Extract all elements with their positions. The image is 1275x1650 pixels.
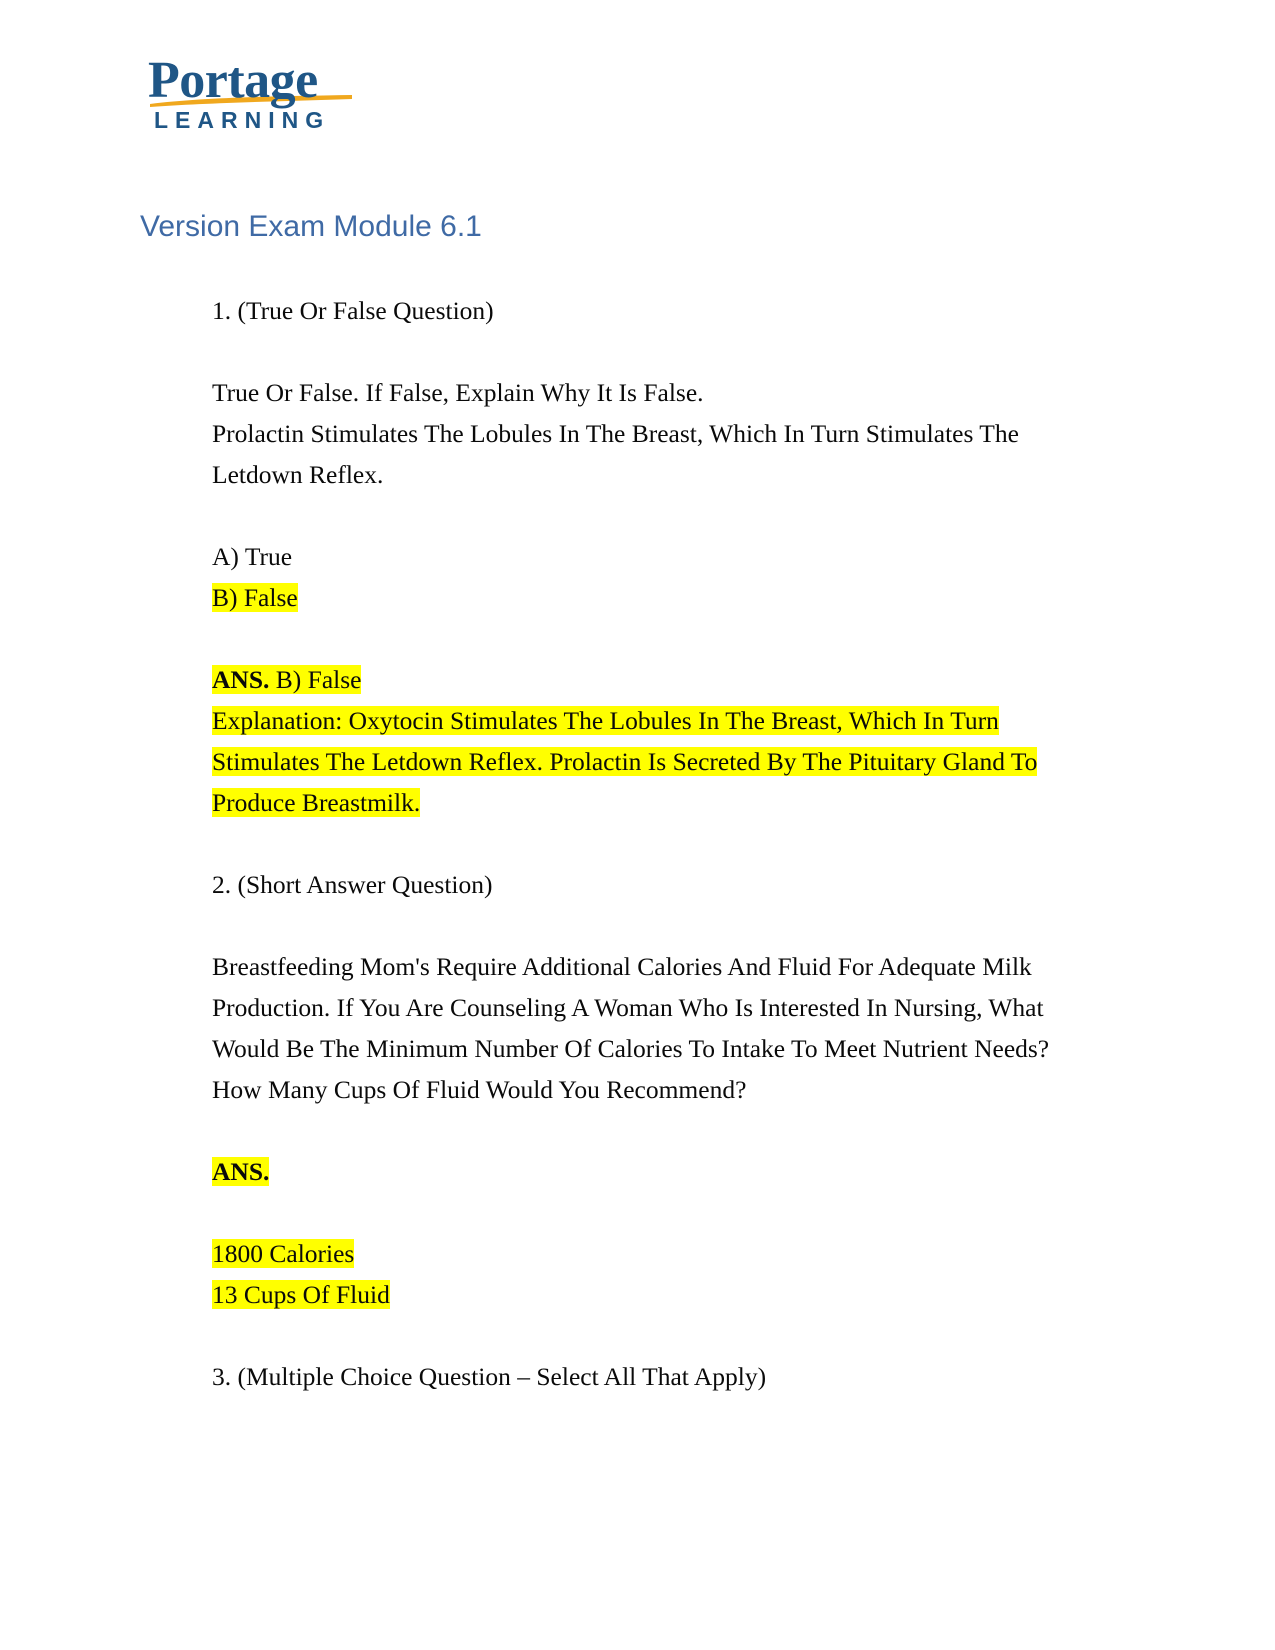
question-2-answer-prefix: [212, 1151, 1072, 1192]
option-a-label: A) True: [212, 542, 293, 571]
spacer: [212, 1192, 1072, 1233]
answer-prefix: ANS.: [212, 665, 270, 694]
spacer: [212, 1315, 1072, 1356]
question-2-stem: Breastfeeding Mom's Require Additional Calories And Fluid For Adequate Milk Production. If You Are Counseling A Woman Who Is Interested In Nursing, What Would Be The Minimum Number Of Calories To Intake To Meet Nutrient Needs? How Many Cups Of Fluid Would You Recommend?: [212, 952, 1050, 1104]
spacer: [212, 905, 1072, 946]
question-1-explanation: [212, 700, 1072, 823]
question-1-stem: Prolactin Stimulates The Lobules In The Breast, Which In Turn Stimulates The Letdown Reflex.: [212, 419, 1019, 489]
logo-wordmark: Portage: [148, 52, 318, 109]
explanation-text: Explanation: Oxytocin Stimulates The Lobules In The Breast, Which In Turn Stimulates The Letdown Reflex. Prolactin Is Secreted By The Pituitary Gland To Produce Breastmilk.: [212, 706, 1038, 817]
logo-subtitle: LEARNING: [154, 107, 331, 133]
question-2-number: 2. (Short Answer Question): [212, 870, 493, 899]
question-1-answer: [212, 659, 1072, 700]
answer-value: 1800 Calories: [212, 1239, 355, 1268]
spacer: [212, 618, 1072, 659]
question-2-answer-line-1: [212, 1233, 1072, 1274]
answer-value: B) False: [275, 665, 362, 694]
answer-prefix: ANS.: [212, 1157, 270, 1186]
answer-value: 13 Cups Of Fluid: [212, 1280, 390, 1309]
spacer: [212, 823, 1072, 864]
option-b-label: B) False: [212, 583, 298, 612]
question-3-number: 3. (Multiple Choice Question – Select All That Apply): [212, 1362, 767, 1391]
spacer: [212, 1110, 1072, 1151]
spacer: [212, 495, 1072, 536]
document-body: [212, 290, 1072, 1397]
portage-learning-logo: [148, 52, 358, 133]
question-1-option-a: [212, 536, 1072, 577]
question-2-answer-line-2: [212, 1274, 1072, 1315]
page-title: Version Exam Module 6.1: [140, 210, 482, 243]
question-1-instruction: True Or False. If False, Explain Why It Is False.: [212, 378, 704, 407]
question-1-number: 1. (True Or False Question): [212, 296, 494, 325]
question-1-option-b: [212, 577, 1072, 618]
spacer: [212, 331, 1072, 372]
